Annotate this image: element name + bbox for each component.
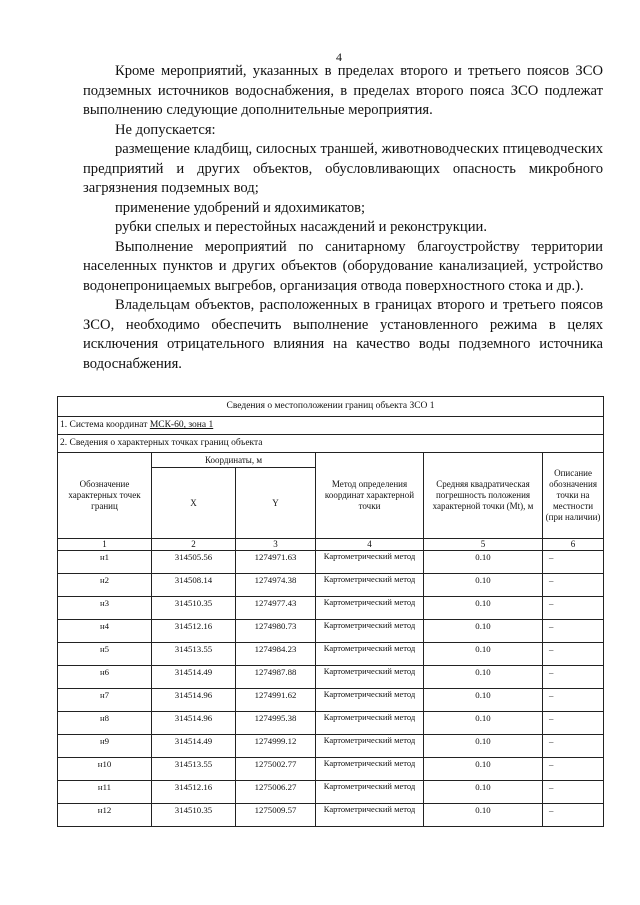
header-point: Обозначение характерных точек границ — [58, 453, 152, 539]
method-cell: Картометрический метод — [316, 712, 424, 735]
column-number: 5 — [424, 539, 543, 551]
method-cell: Картометрический метод — [316, 735, 424, 758]
table-row — [58, 804, 604, 827]
table-row — [58, 781, 604, 804]
method-cell: Картометрический метод — [316, 574, 424, 597]
x-cell: 314514.96 — [152, 689, 236, 712]
paragraph: рубки спелых и перестойных насаждений и реконструкции. — [115, 219, 487, 235]
x-cell: 314514.96 — [152, 712, 236, 735]
y-cell: 1274977.43 — [236, 597, 316, 620]
point-cell: н10 — [58, 758, 152, 781]
boundary-table-container — [57, 396, 603, 827]
point-cell: н12 — [58, 804, 152, 827]
y-cell: 1274974.38 — [236, 574, 316, 597]
table-row — [58, 758, 604, 781]
method-cell: Картометрический метод — [316, 620, 424, 643]
y-cell: 1275006.27 — [236, 781, 316, 804]
page-number: 4 — [336, 50, 342, 64]
x-cell: 314510.35 — [152, 597, 236, 620]
column-number: 6 — [543, 539, 604, 551]
y-cell: 1274980.73 — [236, 620, 316, 643]
table-row — [58, 551, 604, 574]
section-heading: 2. Сведения о характерных точках границ объекта — [58, 435, 604, 453]
table-row — [58, 712, 604, 735]
method-cell: Картометрический метод — [316, 666, 424, 689]
x-cell: 314514.49 — [152, 735, 236, 758]
x-cell: 314512.16 — [152, 620, 236, 643]
error-cell: 0.10 — [424, 597, 543, 620]
table-row — [58, 735, 604, 758]
header-coords: Координаты, м — [152, 453, 316, 468]
coordinate-system-value: МСК-60, зона 1 — [149, 420, 214, 430]
y-cell: 1274999.12 — [236, 735, 316, 758]
y-cell: 1274984.23 — [236, 643, 316, 666]
boundary-points-table — [57, 396, 604, 827]
method-cell: Картометрический метод — [316, 597, 424, 620]
table-row — [58, 620, 604, 643]
error-cell: 0.10 — [424, 712, 543, 735]
description-cell: – — [543, 689, 604, 712]
point-cell: н11 — [58, 781, 152, 804]
y-cell: 1275009.57 — [236, 804, 316, 827]
error-cell: 0.10 — [424, 804, 543, 827]
table-row — [58, 666, 604, 689]
header-x: X — [152, 468, 236, 539]
description-cell: – — [543, 643, 604, 666]
y-cell: 1274991.62 — [236, 689, 316, 712]
error-cell: 0.10 — [424, 551, 543, 574]
header-error: Средняя квадратическая погрешность положения характерной точки (Mt), м — [424, 453, 543, 539]
x-cell: 314505.56 — [152, 551, 236, 574]
x-cell: 314512.16 — [152, 781, 236, 804]
header-method: Метод определения координат характерной точки — [316, 453, 424, 539]
point-cell: н3 — [58, 597, 152, 620]
point-cell: н7 — [58, 689, 152, 712]
y-cell: 1274987.88 — [236, 666, 316, 689]
description-cell: – — [543, 620, 604, 643]
point-cell: н1 — [58, 551, 152, 574]
error-cell: 0.10 — [424, 781, 543, 804]
method-cell: Картометрический метод — [316, 689, 424, 712]
error-cell: 0.10 — [424, 758, 543, 781]
description-cell: – — [543, 551, 604, 574]
x-cell: 314510.35 — [152, 804, 236, 827]
table-row — [58, 643, 604, 666]
header-description: Описание обозначения точки на местности (при наличии) — [543, 453, 604, 539]
table-row — [58, 689, 604, 712]
error-cell: 0.10 — [424, 689, 543, 712]
error-cell: 0.10 — [424, 666, 543, 689]
error-cell: 0.10 — [424, 574, 543, 597]
point-cell: н9 — [58, 735, 152, 758]
error-cell: 0.10 — [424, 620, 543, 643]
x-cell: 314508.14 — [152, 574, 236, 597]
point-cell: н4 — [58, 620, 152, 643]
description-cell: – — [543, 712, 604, 735]
paragraph: Кроме мероприятий, указанных в пределах второго и третьего поясов ЗСО подземных источников водоснабжения, в пределах второго пояса ЗСО подлежат выполнению следующие дополнительные мероприятия. — [83, 63, 603, 118]
header-y: Y — [236, 468, 316, 539]
y-cell: 1275002.77 — [236, 758, 316, 781]
column-number: 1 — [58, 539, 152, 551]
coordinate-system — [58, 417, 604, 435]
column-number: 4 — [316, 539, 424, 551]
method-cell: Картометрический метод — [316, 643, 424, 666]
table-row — [58, 597, 604, 620]
description-cell: – — [543, 758, 604, 781]
method-cell: Картометрический метод — [316, 804, 424, 827]
description-cell: – — [543, 781, 604, 804]
table-row — [58, 574, 604, 597]
body-text — [83, 62, 603, 374]
description-cell: – — [543, 735, 604, 758]
x-cell: 314514.49 — [152, 666, 236, 689]
coordinate-system-label: 1. Система координат — [60, 420, 150, 430]
y-cell: 1274971.63 — [236, 551, 316, 574]
paragraph: Выполнение мероприятий по санитарному благоустройству территории населенных пунктов и других объектов (оборудование канализацией, устройство водонепроницаемых выгребов, организация отвода поверхностного стока и др.). — [83, 238, 603, 294]
paragraph: Не допускается: — [115, 121, 216, 138]
table-title: Сведения о местоположении границ объекта ЗСО 1 — [58, 397, 604, 417]
paragraph: Владельцам объектов, расположенных в границах второго и третьего поясов ЗСО, необходимо обеспечить выполнение установленного режима в целях исключения отрицательного влияния на качество воды подземного источника водоснабжения. — [83, 297, 603, 372]
x-cell: 314513.55 — [152, 758, 236, 781]
error-cell: 0.10 — [424, 735, 543, 758]
method-cell: Картометрический метод — [316, 758, 424, 781]
x-cell: 314513.55 — [152, 643, 236, 666]
point-cell: н2 — [58, 574, 152, 597]
description-cell: – — [543, 597, 604, 620]
y-cell: 1274995.38 — [236, 712, 316, 735]
point-cell: н5 — [58, 643, 152, 666]
method-cell: Картометрический метод — [316, 781, 424, 804]
description-cell: – — [543, 574, 604, 597]
column-number: 2 — [152, 539, 236, 551]
point-cell: н6 — [58, 666, 152, 689]
column-number: 3 — [236, 539, 316, 551]
description-cell: – — [543, 666, 604, 689]
paragraph: размещение кладбищ, силосных траншей, животноводческих птицеводческих предприятий и других объектов, обусловливающих опасность микробного загрязнения подземных вод; — [83, 141, 603, 196]
description-cell: – — [543, 804, 604, 827]
point-cell: н8 — [58, 712, 152, 735]
method-cell: Картометрический метод — [316, 551, 424, 574]
error-cell: 0.10 — [424, 643, 543, 666]
paragraph: применение удобрений и ядохимикатов; — [115, 199, 366, 216]
